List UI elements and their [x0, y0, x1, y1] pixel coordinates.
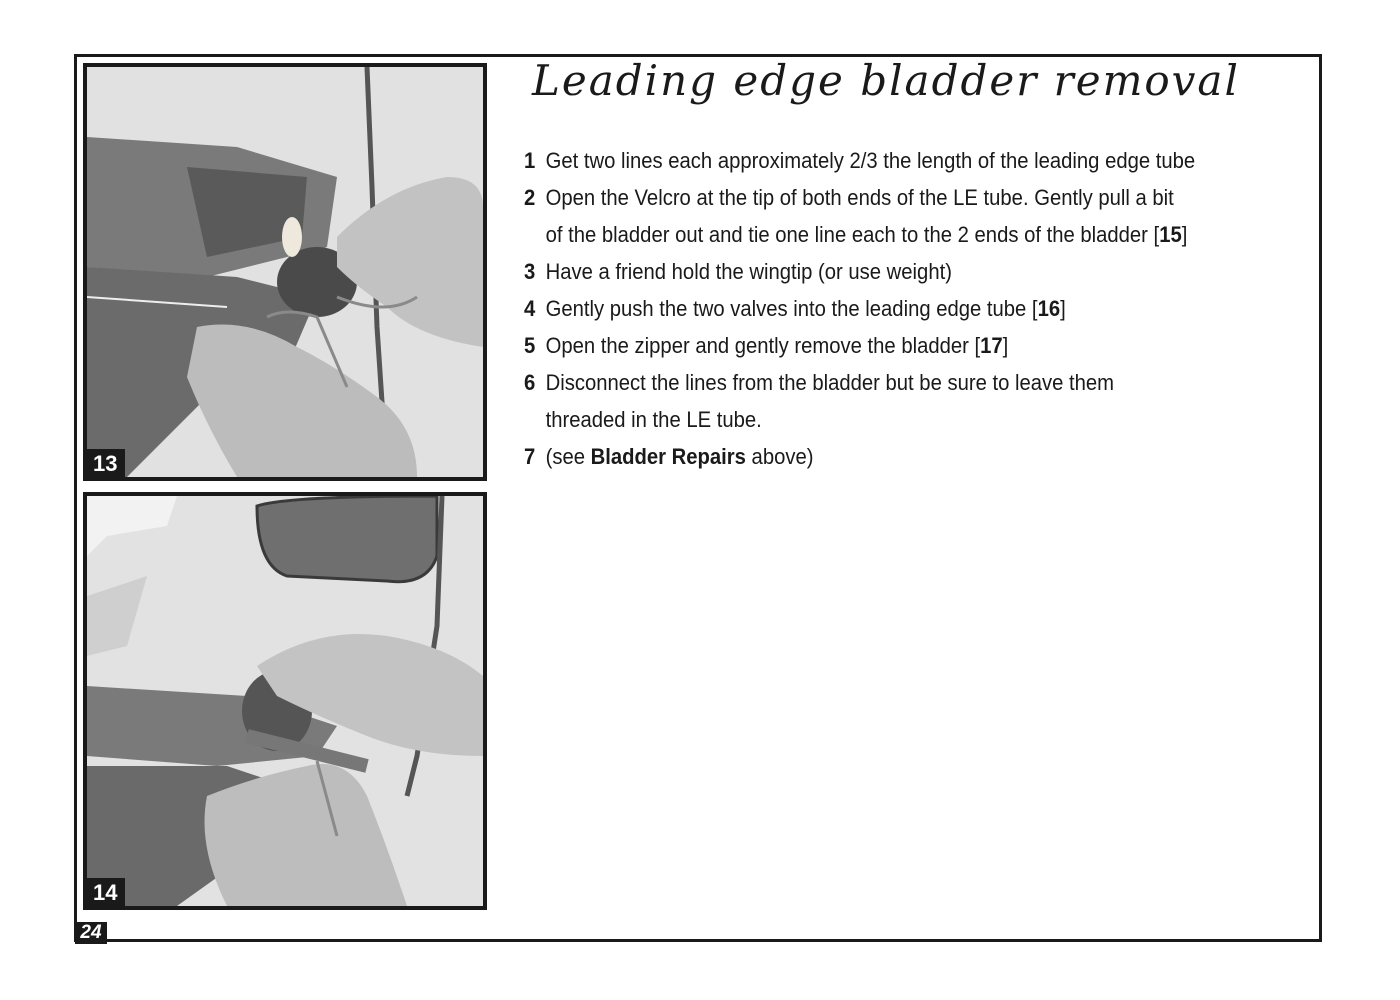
step-3 [524, 253, 1235, 290]
step-text: Get two lines each approximately 2/3 the length of the leading edge tube [545, 148, 1196, 173]
step-text-continued: threaded in the LE tube. [545, 407, 762, 432]
hands-pulling-bladder-photo [87, 67, 483, 477]
photo-number-13: 13 [87, 449, 125, 477]
figure-ref-17: 17 [980, 333, 1003, 358]
step-2 [524, 179, 1235, 253]
step-text-close: ] [1002, 333, 1009, 358]
photo-14 [83, 492, 487, 910]
step-number: 4 [524, 296, 536, 321]
step-6 [524, 364, 1235, 438]
step-number: 5 [524, 333, 536, 358]
step-1 [524, 142, 1235, 179]
step-text: Open the zipper and gently remove the bladder [ [545, 333, 981, 358]
instruction-list [524, 142, 1235, 475]
step-4 [524, 290, 1235, 327]
bladder-repairs-reference: Bladder Repairs [590, 444, 746, 469]
page-title: Leading edge bladder removal [532, 56, 1240, 105]
step-text: Open the Velcro at the tip of both ends of the LE tube. Gently pull a bit [545, 185, 1174, 210]
photo-number-14: 14 [87, 878, 125, 906]
step-number: 3 [524, 259, 536, 284]
step-number: 2 [524, 185, 536, 210]
step-text: (see [545, 444, 591, 469]
step-text: Have a friend hold the wingtip (or use weight) [545, 259, 952, 284]
page-number: 24 [75, 922, 107, 944]
step-text: Gently push the two valves into the leading edge tube [ [545, 296, 1038, 321]
step-5 [524, 327, 1235, 364]
step-text-continued: of the bladder out and tie one line each to the 2 ends of the bladder [ [545, 222, 1160, 247]
step-number: 6 [524, 370, 536, 395]
step-text: Disconnect the lines from the bladder but be sure to leave them [545, 370, 1115, 395]
step-number: 7 [524, 444, 536, 469]
step-text-close: above) [745, 444, 814, 469]
step-7 [524, 438, 1235, 475]
figure-ref-15: 15 [1159, 222, 1182, 247]
hands-holding-bladder-end-photo [87, 496, 483, 906]
figure-ref-16: 16 [1037, 296, 1061, 321]
photo-13 [83, 63, 487, 481]
step-text-close: ] [1181, 222, 1188, 247]
step-number: 1 [524, 148, 536, 173]
step-text-close: ] [1060, 296, 1066, 321]
